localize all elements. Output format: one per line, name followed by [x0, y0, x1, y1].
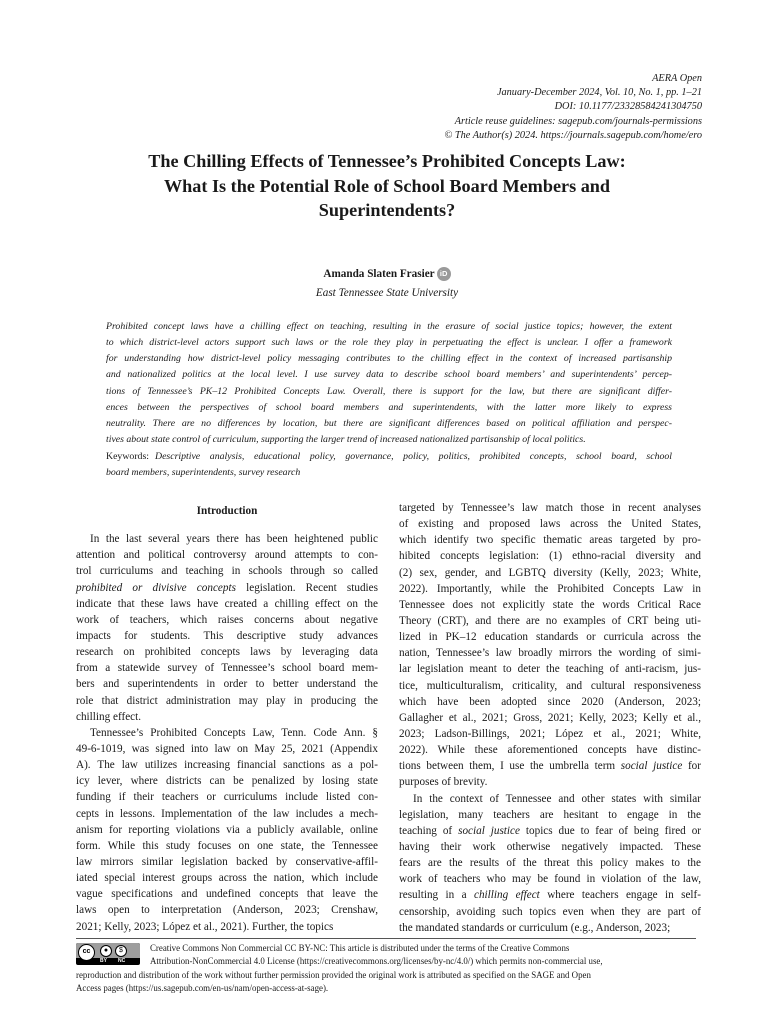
by-label: BY — [100, 958, 107, 964]
body-text-line: form. While this study focuses on one state, the Tennessee — [76, 839, 378, 852]
body-text-line: nation, Tennessee’s law broadly mirrors the wording of simi- — [399, 647, 701, 660]
body-text-line: Tennessee does not explicitly state the words Critical Race — [399, 598, 701, 611]
body-text-line: targeted by Tennessee’s law match those in recent analyses — [399, 502, 701, 514]
body-text-line: chilling effect. — [76, 710, 142, 723]
body-text-line: purposes of brevity. — [399, 776, 488, 789]
abstract-line: tions of Tennessee’s PK–12 Prohibited Concepts Law. Overall, there is support for the law, but there are significant differ- — [106, 385, 672, 397]
body-text-line: laws open to interpretation (Anderson, 2023; Crenshaw, — [76, 904, 378, 917]
body-text-line: tions between them, I use the umbrella term social justice for — [399, 760, 701, 773]
journal-doi: DOI: 10.1177/23328584241304750 — [554, 101, 702, 113]
body-text-line: lized in PK–12 education standards or curricula across the — [399, 631, 701, 644]
abstract-line: ences between the perspectives of school board members and superintendents, with the latter more likely to express — [106, 401, 672, 413]
body-text-line: A). The law utilizes increasing financial sanctions as a pol- — [76, 759, 378, 772]
body-text-line: research on prohibited concepts laws by leveraging data — [76, 646, 378, 659]
body-text-line: icy lever, where districts can be penalized by losing state — [76, 775, 378, 788]
title-line: The Chilling Effects of Tennessee’s Prohibited Concepts Law: — [148, 151, 626, 171]
body-text-line: In the last several years there has been heightened public — [90, 533, 378, 546]
body-text-line: Theory (CRT), and there are no examples of CRT being uti- — [399, 614, 701, 627]
keywords-label: Keywords: — [106, 451, 149, 462]
abstract-line: tives about state control of curriculum, supporting the larger trend of increased nationalized partisanship of local politics. — [106, 433, 586, 445]
noncommercial-icon: $ — [115, 945, 127, 957]
body-text-line: attention and political controversy around attempts to con- — [76, 549, 378, 562]
body-text-line: 2023; Ladson-Billings, 2021; López et al., 2021; White, — [399, 727, 701, 740]
license-line: Attribution-NonCommercial 4.0 License (https://creativecommons.org/licenses/by-nc/4.0/) which permits non-commercial use, — [150, 956, 603, 967]
attribution-icon: ● — [100, 945, 112, 957]
cc-icon: cc — [78, 944, 95, 961]
body-text-line: lar legislation meant to deter the teaching of anti-racism, jus- — [399, 663, 701, 676]
nc-label: NC — [118, 958, 126, 964]
abstract-line: Prohibited concept laws have a chilling effect on teaching, resulting in the erasure of social justice topics; however, the extent — [106, 321, 672, 332]
body-text-line: vague specifications and undefined concepts that leave the — [76, 888, 378, 901]
body-text-line: the mandated standards or curriculum (e.g., Anderson, 2023; — [399, 921, 671, 934]
body-text-line: role that district administration may play in producing the — [76, 694, 378, 707]
journal-issue: January-December 2024, Vol. 10, No. 1, pp. 1–21 — [496, 87, 702, 99]
title-line: Superintendents? — [318, 200, 456, 220]
keywords — [106, 450, 672, 482]
left-column-text — [76, 531, 378, 935]
author-name: Amanda Slaten Frasier — [323, 268, 435, 280]
right-column-text — [399, 500, 701, 936]
right-column — [399, 500, 701, 936]
copyright-notice: © The Author(s) 2024. https://journals.sagepub.com/home/ero — [444, 129, 702, 141]
body-text-line: hibited concepts legislation: (1) ethno-racial diversity and — [399, 550, 701, 563]
body-text-line: 49-6-1019, was signed into law on May 25, 2021 (Appendix — [76, 742, 378, 755]
reuse-guidelines: Article reuse guidelines: sagepub.com/journals-permissions — [454, 115, 702, 127]
keywords-text: Descriptive analysis, educational policy, governance, policy, politics, prohibited concepts, school board, school — [155, 451, 672, 462]
author-affiliation: East Tennessee State University — [315, 287, 459, 299]
license-footer — [76, 938, 696, 995]
abstract-line: neutrality. There are no differences by location, but there are significant differences based on political affiliation and perspec- — [106, 417, 672, 429]
body-text-line: 2022). While these aforementioned concepts have distinc- — [399, 744, 701, 757]
license-line: Creative Commons Non Commercial CC BY-NC: This article is distributed under the terms of the Creative Commons — [150, 943, 570, 953]
body-text-line: tice, multiculturalism, criticality, and cultural responsiveness — [399, 679, 701, 692]
body-text-line: 2021; Kelly, 2023; López et al., 2021). Further, the topics — [76, 920, 334, 933]
body-text-line: work of teachers, which raises concerns about negative — [76, 613, 378, 626]
body-text-line: law mirrors similar legislation backed by conservative-affil- — [76, 855, 378, 868]
body-text-line: prohibited or divisive concepts legislation. Recent studies — [76, 581, 378, 594]
body-text-line: censorship, avoiding such topics even when they are part of — [399, 905, 701, 918]
body-text-line: iated special interest groups across the nation, which include — [76, 872, 378, 885]
abstract-line: to which district-level actors support such laws or the role they play in perpetuating the effect is unclear. I offer a framework — [106, 337, 672, 349]
abstract — [106, 320, 672, 449]
body-text-line: (2) sex, gender, and LGBTQ diversity (Kelly, 2023; White, — [399, 566, 701, 579]
body-text-line: of existing and proposed laws across the United States, — [399, 518, 701, 531]
body-text-line: fears are the results of the threat this policy makes to the — [399, 857, 701, 870]
body-text-line: impacts for students. This descriptive study advances — [76, 629, 378, 642]
body-text-line: trol curriculums and teaching in schools through so called — [76, 565, 378, 578]
abstract-line: and nationalized politics at the local level. I use survey data to describe school board members’ and superintendents’ percep- — [106, 369, 672, 381]
body-text-line: In the context of Tennessee and other states with similar — [413, 792, 701, 805]
cc-by-nc-badge[interactable] — [76, 943, 140, 965]
body-text-line: bers and superintendents in order to better understand the — [76, 678, 378, 691]
body-text-line: having their work otherwise negatively impacted. These — [399, 840, 701, 853]
journal-info — [444, 72, 702, 143]
body-text-line: which identify two specific thematic areas targeted by pro- — [399, 534, 701, 547]
body-text-line: work of teachers who may be found in violation of the law, — [399, 873, 701, 886]
abstract-line: for understanding how district-level policy messaging contributes to the chilling effect in the context of increased partisanship — [106, 353, 672, 365]
author-line — [323, 266, 450, 282]
body-text-line: resulting in a chilling effect where teachers engage in self- — [399, 889, 701, 902]
body-text-line: Tennessee’s Prohibited Concepts Law, Tenn. Code Ann. § — [90, 726, 378, 739]
keywords-text: board members, superintendents, survey research — [106, 467, 301, 479]
title-line: What Is the Potential Role of School Board Members and — [163, 175, 611, 196]
license-line: reproduction and distribution of the work without further permission provided the original work is attributed as specified on the SAGE and Open — [76, 969, 591, 980]
body-text-line: legislation, many teachers are hesitant to engage in the — [399, 808, 701, 821]
body-text-line: anism for reporting violations via a publicly available, online — [76, 823, 378, 836]
body-text-line: cepts in lessons. Implementation of the law includes a mech- — [76, 807, 378, 820]
body-text-line: Gallagher et al., 2021; Gross, 2021; Kelly, 2023; Kelly et al., — [399, 711, 701, 724]
left-column — [76, 503, 378, 935]
body-text-line: teaching of social justice topics due to fear of being fired or — [399, 824, 702, 837]
license-line: Access pages (https://us.sagepub.com/en-us/nam/open-access-at-sage). — [76, 982, 329, 993]
body-text-line: funding if their teachers or curriculums include listed con- — [76, 791, 378, 804]
body-text-line: indicate that these laws have created a chilling effect on the — [76, 597, 378, 610]
body-text-line: 2022). Importantly, while the Prohibited Concepts Law in — [399, 582, 701, 595]
orcid-icon[interactable]: iD — [437, 267, 451, 281]
body-text-line: which have been adopted since 2020 (Anderson, 2023; — [399, 695, 701, 708]
section-heading: Introduction — [196, 505, 258, 517]
author-block — [80, 264, 694, 301]
article-title — [80, 149, 694, 223]
journal-name: AERA Open — [652, 73, 702, 84]
body-text-line: from a statewide survey of Tennessee’s school board mem- — [76, 662, 378, 675]
